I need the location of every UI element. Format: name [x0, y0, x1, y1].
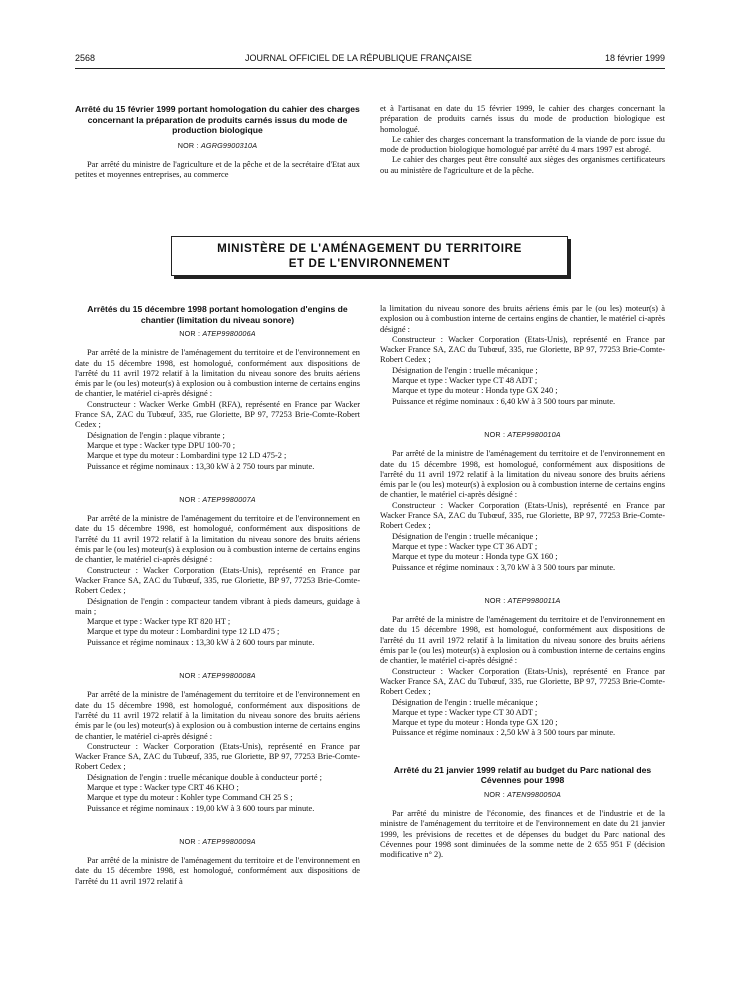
entry-line: Puissance et régime nominaux : 19,00 kW à 3 600 tours par minute. [87, 803, 315, 813]
entry-intro: Par arrêté de la ministre de l'aménagement du territoire et de l'environnement en date du 15 décembre 1998, est homologué, conformément aux dispositions de l'arrêté du 11 avril 1972 relatif à la limitation du niveau sonore des bruits aériens émis par le (ou les) moteur(s) à explosion ou à combustion interne de certains engins de chantier, le matériel ci-après désigné : [75, 690, 360, 741]
entry-line: Constructeur : Wacker Corporation (Etats-Unis), représenté en France par Wacker France SA, ZAC du Tubœuf, 335, rue Gloriette, BP 97, 77253 Brie-Comte-Robert Cedex ; [380, 334, 665, 365]
ministry-line-1: MINISTÈRE DE L'AMÉNAGEMENT DU TERRITOIRE [217, 242, 522, 255]
entry-line: Désignation de l'engin : truelle mécanique ; [392, 365, 538, 375]
entry-line: Constructeur : Wacker Corporation (Etats-Unis), représenté en France par Wacker France SA, ZAC du Tubœuf, 335, rue Gloriette, BP 97, 77253 Brie-Comte-Robert Cedex ; [380, 666, 665, 697]
nor-entry-5: NOR : ATEP9980010A [484, 429, 561, 439]
budget-article-title: Arrêté du 21 janvier 1999 relatif au budget du Parc national des Cévennes pour 1998 [393, 764, 652, 786]
page-number: 2568 [75, 53, 96, 63]
section-title: Arrêtés du 15 décembre 1998 portant homologation d'engins de chantier (limitation du niveau sonore) [87, 304, 348, 325]
top-article-paragraph: Le cahier des charges concernant la transformation de la viande de porc issue du mode de production biologique homologué par arrêté du 4 mars 1997 est abrogé. [380, 134, 665, 155]
top-article-continuation: et à l'artisanat en date du 15 février 1999, le cahier des charges concernant la préparation de produits carnés issus du mode de production biologique est homologué. [380, 104, 665, 134]
top-article-nor: NOR : AGRG9900310A [177, 140, 258, 150]
left-column [75, 304, 360, 887]
entry-line: Marque et type du moteur : Kohler type Command CH 25 S ; [87, 793, 293, 803]
entry-intro: Par arrêté de la ministre de l'aménagement du territoire et de l'environnement en date du 15 décembre 1998, est homologué, conformément aux dispositions de l'arrêté du 11 avril 1972 relatif à la limitation du niveau sonore des bruits aériens émis par le (ou les) moteur(s) à explosion ou à combustion interne de certains engins de chantier, le matériel ci-après désigné : [75, 348, 360, 399]
top-article-left [75, 104, 360, 180]
entry-line: Puissance et régime nominaux : 6,40 kW à 3 500 tours par minute. [392, 396, 616, 406]
entry-intro: Par arrêté de la ministre de l'aménagement du territoire et de l'environnement en date du 15 décembre 1998, est homologué, conformément aux dispositions de l'arrêté du 11 avril 1972 relatif à la limitation du niveau sonore des bruits aériens émis par le (ou les) moteur(s) à explosion ou à combustion interne de certains engins de chantier, le matériel ci-après désigné : [380, 615, 665, 666]
entry-line: Désignation de l'engin : plaque vibrante ; [87, 430, 225, 440]
entry-line: Marque et type du moteur : Honda type GX 160 ; [392, 552, 558, 562]
entry-line: Constructeur : Wacker Corporation (Etats-Unis), représenté en France par Wacker France SA, ZAC du Tubœuf, 335, rue Gloriette, BP 97, 77253 Brie-Comte-Robert Cedex ; [75, 565, 360, 596]
entry-line: Marque et type du moteur : Honda type GX 240 ; [392, 386, 558, 396]
running-header [75, 53, 665, 67]
top-article-paragraph: Le cahier des charges peut être consulté aux sièges des organismes certificateurs ou au ministère de l'agriculture et de la pêche. [380, 155, 665, 175]
journal-title: JOURNAL OFFICIEL DE LA RÉPUBLIQUE FRANÇAISE [245, 53, 472, 63]
issue-date: 18 février 1999 [604, 53, 665, 63]
entry-line: Désignation de l'engin : compacteur tandem vibrant à pieds dameurs, guidage à main ; [75, 596, 360, 616]
nor-entry-1: NOR : ATEP9980006A [179, 329, 256, 338]
entry-line: Marque et type du moteur : Honda type GX 120 ; [392, 718, 558, 728]
entry-line: Désignation de l'engin : truelle mécanique ; [392, 697, 538, 707]
entry-line: Marque et type : Wacker type RT 820 HT ; [87, 617, 231, 627]
nor-entry-4: NOR : ATEP9980009A [179, 836, 256, 846]
entry-line: Constructeur : Wacker Werke GmbH (RFA), représenté en France par Wacker France SA, ZAC du Tubœuf, 335, rue Gloriette, BP 97, 77253 Brie-Comte-Robert Cedex ; [75, 399, 360, 430]
nor-entry-6: NOR : ATEP9980011A [484, 595, 561, 605]
entry-line: Puissance et régime nominaux : 13,30 kW à 2 600 tours par minute. [87, 637, 315, 647]
entry-continuation: la limitation du niveau sonore des bruits aériens émis par le (ou les) moteur(s) à explosion ou à combustion interne de certains engins de chantier, le matériel ci-après désigné : [380, 304, 665, 334]
entry-line: Marque et type : Wacker type CT 48 ADT ; [392, 376, 538, 386]
ministry-banner [171, 236, 568, 276]
entry-line: Désignation de l'engin : truelle mécanique double à conducteur porté ; [87, 772, 322, 782]
entry-line: Puissance et régime nominaux : 2,50 kW à 3 500 tours par minute. [392, 728, 616, 738]
entry-line: Marque et type : Wacker type CT 36 ADT ; [392, 541, 538, 551]
entry-line: Marque et type du moteur : Lombardini type 12 LD 475 ; [87, 627, 280, 637]
entry-intro-partial: Par arrêté de la ministre de l'aménagement du territoire et de l'environnement en date du 15 décembre 1998, est homologué, conformément aux dispositions de l'arrêté du 11 avril 1972 relatif à [75, 856, 360, 886]
entry-line: Désignation de l'engin : truelle mécanique ; [392, 531, 538, 541]
entry-line: Marque et type : Wacker type CRT 46 KHO ; [87, 782, 239, 792]
top-article-text: Par arrêté du ministre de l'agriculture et de la pêche et de la secrétaire d'Etat aux petites et moyennes entreprises, au commerce [75, 159, 360, 180]
entry-line: Puissance et régime nominaux : 13,30 kW à 2 750 tours par minute. [87, 461, 315, 471]
top-article-right [380, 104, 665, 176]
entry-intro: Par arrêté de la ministre de l'aménagement du territoire et de l'environnement en date du 15 décembre 1998, est homologué, conformément aux dispositions de l'arrêté du 11 avril 1972 relatif à la limitation du niveau sonore des bruits aériens émis par le (ou les) moteur(s) à explosion ou à combustion interne de certains engins de chantier, le matériel ci-après désigné : [75, 514, 360, 565]
entry-intro: Par arrêté de la ministre de l'aménagement du territoire et de l'environnement en date du 15 décembre 1998, est homologué, conformément aux dispositions de l'arrêté du 11 avril 1972 relatif à la limitation du niveau sonore des bruits aériens émis par le (ou les) moteur(s) à explosion ou à combustion interne de certains engins de chantier, le matériel ci-après désigné : [380, 449, 665, 500]
entry-line: Marque et type : Wacker type CT 30 ADT ; [392, 707, 538, 717]
nor-entry-2: NOR : ATEP9980007A [179, 494, 256, 504]
entry-line: Puissance et régime nominaux : 3,70 kW à 3 500 tours par minute. [392, 562, 616, 572]
entry-line: Constructeur : Wacker Corporation (Etats-Unis), représenté en France par Wacker France SA, ZAC du Tubœuf, 335, rue Gloriette, BP 97, 77253 Brie-Comte-Robert Cedex ; [380, 500, 665, 531]
right-column [380, 304, 665, 860]
ministry-line-2: ET DE L'ENVIRONNEMENT [288, 257, 451, 270]
nor-entry-3: NOR : ATEP9980008A [179, 671, 256, 681]
budget-article-nor: NOR : ATEN9980050A [484, 789, 561, 799]
header-rule [75, 68, 665, 69]
budget-article-text: Par arrêté du ministre de l'économie, des finances et de l'industrie et de la ministre de l'aménagement du territoire et de l'environnement en date du 21 janvier 1999, les prévisions de recettes et de dépenses du budget du Parc national des Cévennes pour 1998 sont diminuées de la somme nette de 2 655 951 F (décision modificative n° 2). [380, 808, 665, 860]
top-article-title: Arrêté du 15 février 1999 portant homologation du cahier des charges concernant la préparation de produits carnés issus du mode de production biologique [75, 104, 360, 135]
entry-line: Marque et type du moteur : Lombardini type 12 LD 475-2 ; [87, 451, 287, 461]
entry-line: Marque et type : Wacker type DPU 100-70 ; [87, 440, 236, 450]
entry-line: Constructeur : Wacker Corporation (Etats-Unis), représenté en France par Wacker France SA, ZAC du Tubœuf, 335, rue Gloriette, BP 97, 77253 Brie-Comte-Robert Cedex ; [75, 741, 360, 772]
